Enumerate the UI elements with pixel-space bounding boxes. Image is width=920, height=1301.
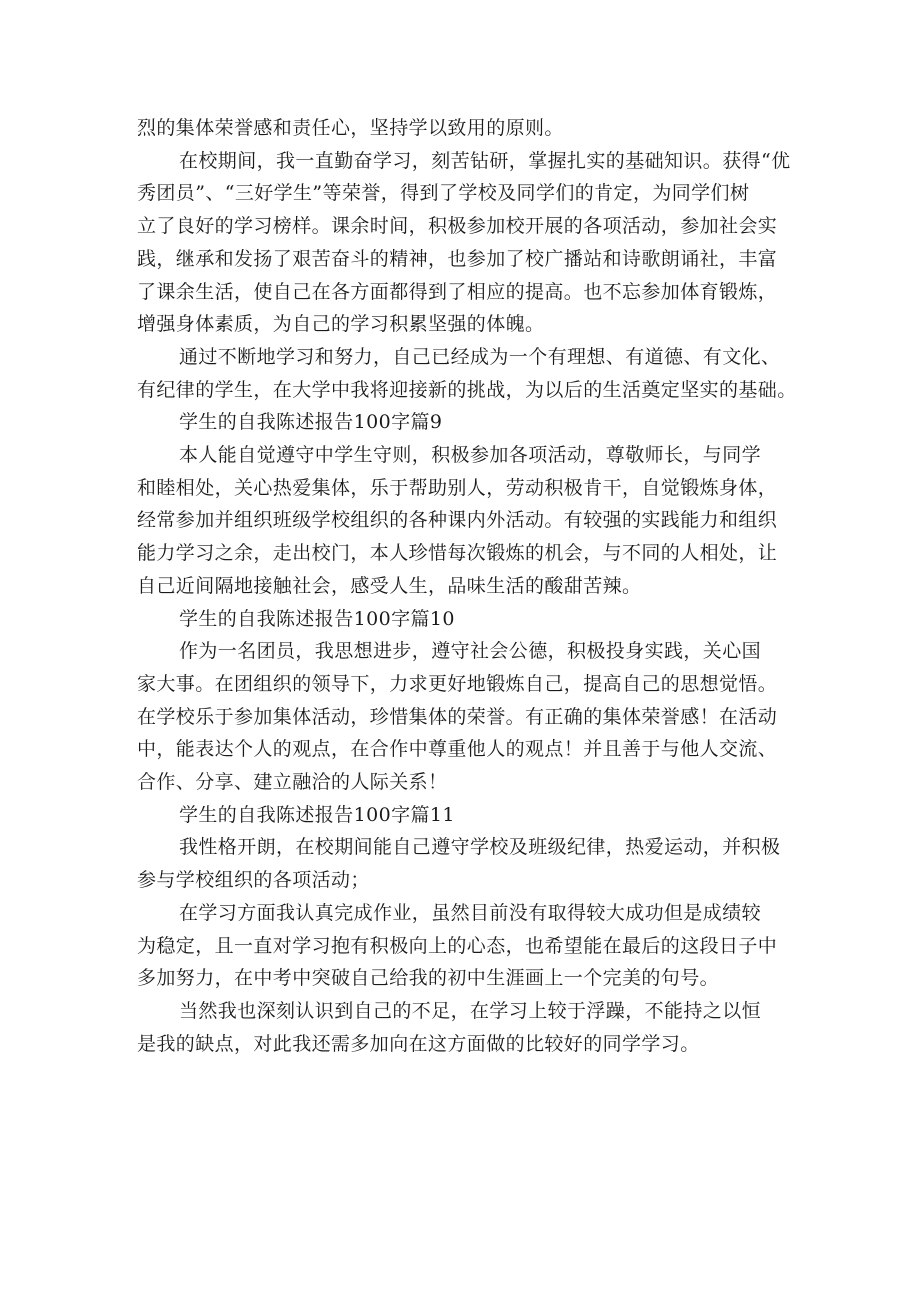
paragraph-line: 家大事。在团组织的领导下，力求更好地锻炼自己，提高自己的思想觉悟。 — [137, 672, 778, 695]
paragraph-line: 合作、分享、建立融洽的人际关系！ — [137, 771, 448, 794]
section-heading — [137, 603, 793, 636]
paragraph — [137, 341, 797, 406]
paragraph — [137, 995, 793, 1060]
section-heading — [137, 799, 793, 832]
paragraph — [137, 145, 793, 341]
paragraph-line: 践，继承和发扬了艰苦奋斗的精神，也参加了校广播站和诗歌朗诵社，丰富 — [137, 247, 778, 270]
paragraph-line: 能力学习之余，走出校门，本人珍惜每次锻炼的机会，与不同的人相处，让 — [137, 542, 778, 565]
paragraph-line: 立了良好的学习榜样。课余时间，积极参加校开展的各项活动，参加社会实 — [137, 215, 778, 238]
paragraph-line: 有纪律的学生，在大学中我将迎接新的挑战，为以后的生活奠定坚实的基础。 — [137, 378, 797, 401]
document-page — [137, 112, 797, 1060]
paragraph-line: 为稳定，且一直对学习抱有积极向上的心态，也希望能在最后的这段日子中 — [137, 934, 778, 957]
paragraph-line: 当然我也深刻认识到自己的不足，在学习上较于浮躁，不能持之以恒 — [179, 999, 762, 1022]
paragraph-line: 在学校乐于参加集体活动，珍惜集体的荣誉。有正确的集体荣誉感！在活动 — [137, 705, 778, 728]
paragraph-line: 多加努力，在中考中突破自己给我的初中生涯画上一个完美的句号。 — [137, 967, 720, 990]
paragraph-line: 增强身体素质，为自己的学习积累坚强的体魄。 — [137, 313, 545, 336]
paragraph-line: 参与学校组织的各项活动； — [137, 869, 370, 892]
paragraph-line: 我性格开朗，在校期间能自己遵守学校及班级纪律，热爱运动，并积极 — [179, 836, 781, 859]
heading-text: 学生的自我陈述报告100字篇9 — [179, 411, 443, 434]
paragraph — [137, 112, 793, 145]
paragraph-line: 了课余生活，使自己在各方面都得到了相应的提高。也不忘参加体育锻炼， — [137, 280, 778, 303]
paragraph-line: 通过不断地学习和努力，自己已经成为一个有理想、有道德、有文化、 — [179, 345, 781, 368]
paragraph — [137, 439, 793, 603]
heading-text: 学生的自我陈述报告100字篇10 — [179, 607, 455, 630]
paragraph-line: 本人能自觉遵守中学生守则，积极参加各项活动，尊敬师长，与同学 — [179, 444, 762, 467]
paragraph-line: 烈的集体荣誉感和责任心，坚持学以致用的原则。 — [137, 117, 564, 139]
paragraph — [137, 831, 793, 896]
paragraph — [137, 635, 793, 799]
paragraph-line: 在校期间，我一直勤奋学习，刻苦钻研，掌握扎实的基础知识。获得“优 — [179, 149, 791, 172]
paragraph-line: 秀团员”、“三好学生”等荣誉，得到了学校及同学们的肯定，为同学们树 — [137, 182, 750, 205]
paragraph — [137, 897, 793, 995]
paragraph-line: 作为一名团员，我思想进步，遵守社会公德，积极投身实践，关心国 — [179, 640, 762, 663]
paragraph-line: 和睦相处，关心热爱集体，乐于帮助别人，劳动积极肯干，自觉锻炼身体， — [137, 476, 778, 499]
paragraph-line: 经常参加并组织班级学校组织的各种课内外活动。有较强的实践能力和组织 — [137, 509, 778, 532]
paragraph-line: 自己近间隔地接触社会，感受人生，品味生活的酸甜苦辣。 — [137, 574, 642, 597]
heading-text: 学生的自我陈述报告100字篇11 — [179, 803, 455, 826]
paragraph-line: 中，能表达个人的观点，在合作中尊重他人的观点！并且善于与他人交流、 — [137, 738, 778, 761]
section-heading — [137, 406, 793, 439]
paragraph-line: 在学习方面我认真完成作业，虽然目前没有取得较大成功但是成绩较 — [179, 901, 762, 924]
paragraph-line: 是我的缺点，对此我还需多加向在这方面做的比较好的同学学习。 — [137, 1032, 700, 1055]
